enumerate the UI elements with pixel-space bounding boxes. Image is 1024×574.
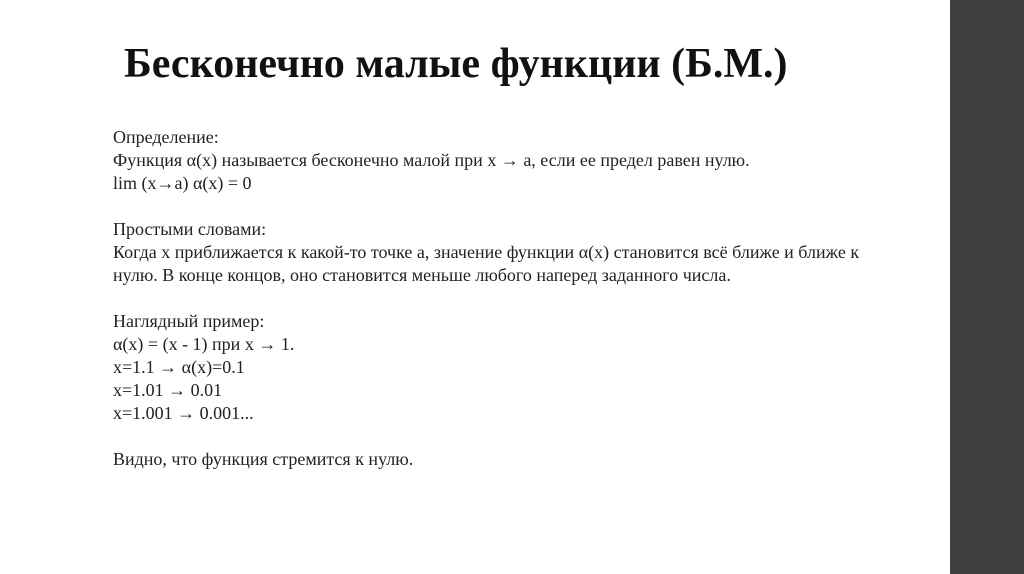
spacer [113,195,933,218]
example-line: x=1.01 → 0.01 [113,380,223,400]
example-line: α(x) = (x - 1) при x → 1. [113,334,295,354]
spacer [113,287,933,310]
slide-content [113,126,933,471]
side-bar [950,0,1024,574]
spacer [113,425,933,448]
simple-text-line-2: нулю. В конце концов, оно становится меньше любого наперед заданного числа. [113,265,731,285]
slide-title: Бесконечно малые функции (Б.М.) [124,41,788,87]
example-line: x=1.001 → 0.001... [113,403,254,423]
simple-text-line-1: Когда x приближается к какой-то точке a, значение функции α(x) становится всё ближе и ближе к [113,242,860,262]
example-heading: Наглядный пример: [113,311,265,331]
definition-formula: lim (x→a) α(x) = 0 [113,173,252,193]
definition-heading: Определение: [113,127,219,147]
conclusion-text: Видно, что функция стремится к нулю. [113,449,414,469]
definition-text: Функция α(x) называется бесконечно малой при x → a, если ее предел равен нулю. [113,150,750,170]
example-line: x=1.1 → α(x)=0.1 [113,357,245,377]
simple-heading: Простыми словами: [113,219,267,239]
